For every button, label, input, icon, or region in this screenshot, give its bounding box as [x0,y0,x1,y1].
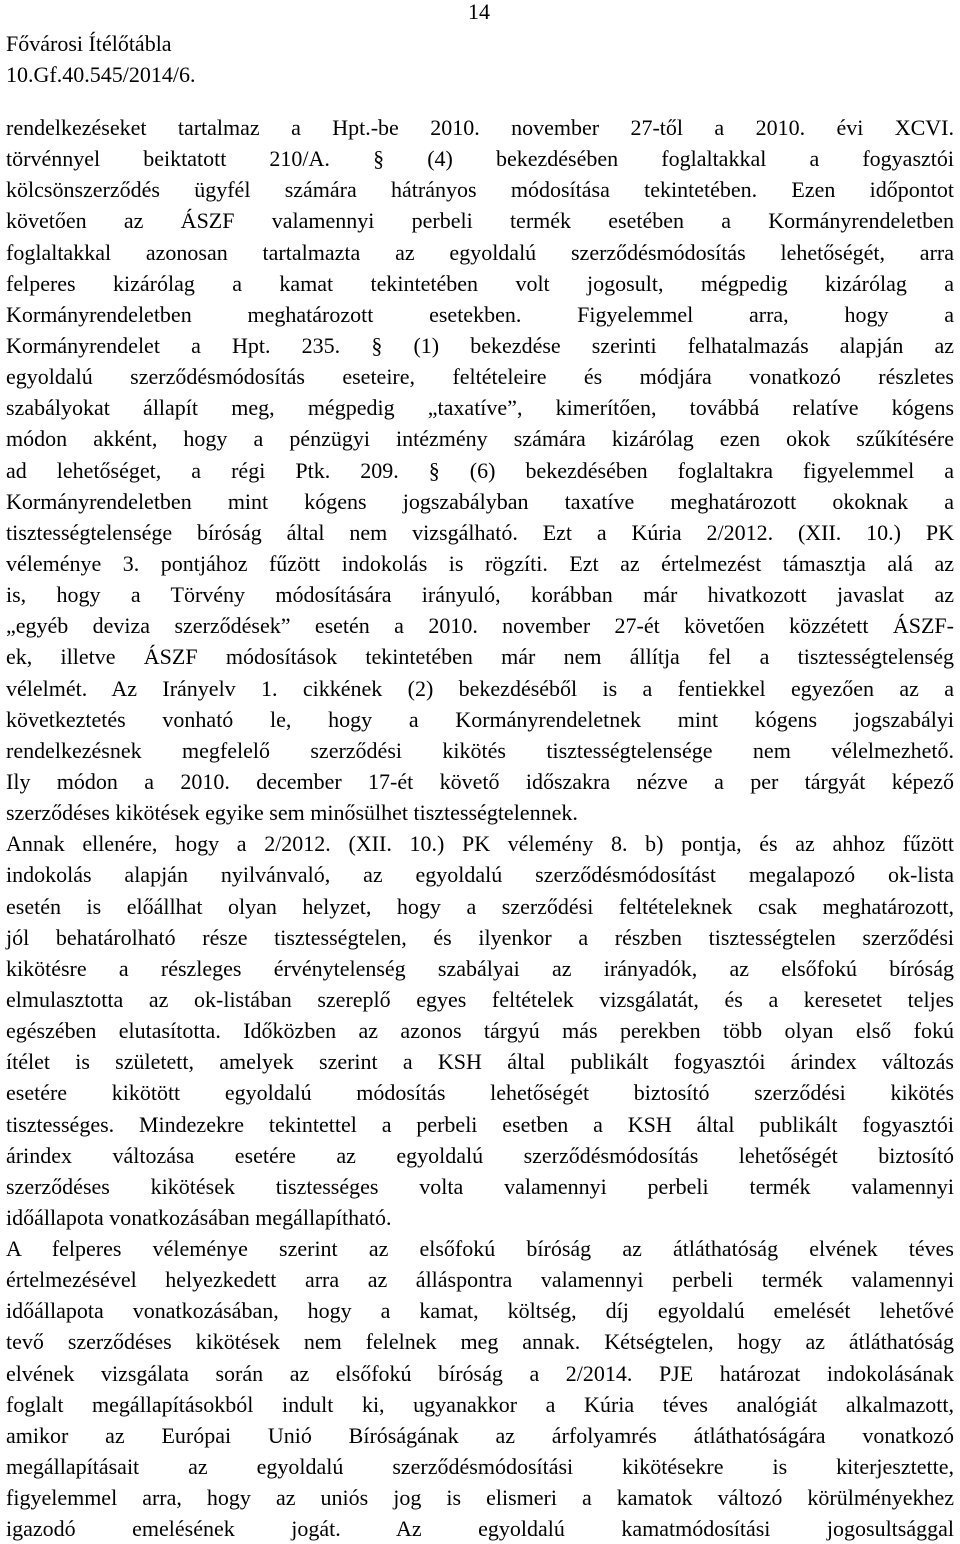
text-line: igazodó emelésének jogát. Az egyoldalú kamatmódosítási jogosultsággal [6,1516,954,1542]
text-line: Ily módon a 2010. december 17-ét követő időszakra nézve a per tárgyát képező [6,768,954,794]
text-line: szabályokat állapít meg, mégpedig „taxatíve”, kimerítően, továbbá relatíve kógens [6,395,954,421]
text-line: amikor az Európai Unió Bíróságának az árfolyamrés átláthatóságára vonatkozó [6,1422,954,1448]
text-line: felperes kizárólag a kamat tekintetében volt jogosult, mégpedig kizárólag a [6,270,954,296]
text-line: A felperes véleménye szerint az elsőfokú bíróság az átláthatóság elvének téves [6,1236,954,1262]
text-line: rendelkezésnek megfelelő szerződési kikötés tisztességtelensége nem vélelmezhető. [6,737,954,763]
text-line: ad lehetőséget, a régi Ptk. 209. § (6) bekezdésében foglaltakra figyelemmel a [6,457,954,483]
text-line: következtetés vonható le, hogy a Kormányrendeletnek mint kógens jogszabályi [6,706,954,732]
text-line: egészében elutasította. Időközben az azonos tárgyú más perekben több olyan első fokú [6,1018,954,1044]
text-line: szerződéses kikötések tisztességes volta valamennyi perbeli termék valamennyi [6,1173,954,1199]
text-line: egyoldalú szerződésmódosítás eseteire, feltételeire és módjára vonatkozó részletes [6,364,954,390]
page-number: 14 [468,0,490,24]
body-text [6,112,954,1544]
text-line: tisztességes. Mindezekre tekintettel a perbeli esetben a KSH által publikált fogyasztói [6,1111,954,1137]
text-line: Kormányrendeletben meghatározott esetekben. Figyelemmel arra, hogy a [6,301,954,327]
text-line: törvénnyel beiktatott 210/A. § (4) bekezdésében foglaltakkal a fogyasztói [6,146,954,172]
text-line: jól behatárolható része tisztességtelen, és ilyenkor a részben tisztességtelen szerződési [6,924,954,950]
text-line: „egyéb deviza szerződések” esetén a 2010. november 27-ét követően közzétett ÁSZF- [6,613,954,639]
text-line: indokolás alapján nyilvánvaló, az egyoldalú szerződésmódosítást megalapozó ok-lista [6,862,954,888]
text-line: kikötésre a részleges érvénytelenség szabályai az irányadók, az elsőfokú bíróság [6,955,954,981]
text-line: vélelmét. Az Irányelv 1. cikkének (2) bekezdéséből is a fentiekkel egyezően az a [6,675,954,701]
text-line: kölcsönszerződés ügyfél számára hátrányos módosítása tekintetében. Ezen időpontot [6,177,954,203]
text-line: követően az ÁSZF valamennyi perbeli termék esetében a Kormányrendeletben [6,208,954,234]
court-name: Fővárosi Ítélőtábla [6,31,172,56]
text-line: Kormányrendeletben mint kógens jogszabályban taxatíve meghatározott okoknak a [6,488,954,514]
text-line: Annak ellenére, hogy a 2/2012. (XII. 10.) PK vélemény 8. b) pontja, és az ahhoz fűzött [6,831,954,857]
text-line: megállapításait az egyoldalú szerződésmódosítási kikötésekre is kiterjesztette, [6,1454,954,1480]
text-line: árindex változása esetére az egyoldalú szerződésmódosítás lehetőségét biztosító [6,1142,954,1168]
text-line: szerződéses kikötések egyike sem minősülhet tisztességtelennek. [6,800,578,826]
text-line: foglalt megállapításokból indult ki, ugyanakkor a Kúria téves analógiát alkalmazott, [6,1391,954,1417]
text-line: időállapota vonatkozásában megállapítható. [6,1204,392,1230]
text-line: véleménye 3. pontjához fűzött indokolás is rögzíti. Ezt az értelmezést támasztja alá az [6,550,954,576]
text-line: tisztességtelensége bíróság által nem vizsgálható. Ezt a Kúria 2/2012. (XII. 10.) PK [6,519,954,545]
text-line: értelmezésével helyezkedett arra az álláspontra valamennyi perbeli termék valamennyi [6,1267,954,1293]
text-line: elvének vizsgálata során az elsőfokú bíróság a 2/2014. PJE határozat indokolásának [6,1360,954,1386]
text-line: ítélet is született, amelyek szerint a KSH által publikált fogyasztói árindex változás [6,1049,954,1075]
text-line: ek, illetve ÁSZF módosítások tekintetében már nem állítja fel a tisztességtelenség [6,644,954,670]
text-line: rendelkezéseket tartalmaz a Hpt.-be 2010. november 27-től a 2010. évi XCVI. [6,115,954,140]
text-line: módon akként, hogy a pénzügyi intézmény számára kizárólag ezen okok szűkítésére [6,426,954,452]
text-line: foglaltakkal azonosan tartalmazta az egyoldalú szerződésmódosítás lehetőségét, arra [6,239,954,265]
text-line: figyelemmel arra, hogy az uniós jog is elismeri a kamatok változó körülményekhez [6,1485,954,1511]
case-number: 10.Gf.40.545/2014/6. [6,62,196,87]
document-header [6,28,195,90]
text-line: esetére kikötött egyoldalú módosítás lehetőségét biztosító szerződési kikötés [6,1080,954,1106]
text-line: elmulasztotta az ok-listában szereplő egyes feltételek vizsgálatát, és a keresetet teljes [6,986,954,1012]
text-line: Kormányrendelet a Hpt. 235. § (1) bekezdése szerinti felhatalmazás alapján az [6,332,954,358]
text-line: tevő szerződéses kikötések nem felelnek meg annak. Kétségtelen, hogy az átláthatóság [6,1329,954,1355]
text-line: is, hogy a Törvény módosítására irányuló, korábban már hivatkozott javaslat az [6,582,954,608]
text-line: esetén is előállhat olyan helyzet, hogy a szerződési feltételeknek csak meghatározott, [6,893,954,919]
text-line: időállapota vonatkozásában, hogy a kamat, költség, díj egyoldalú emelését lehetővé [6,1298,954,1324]
